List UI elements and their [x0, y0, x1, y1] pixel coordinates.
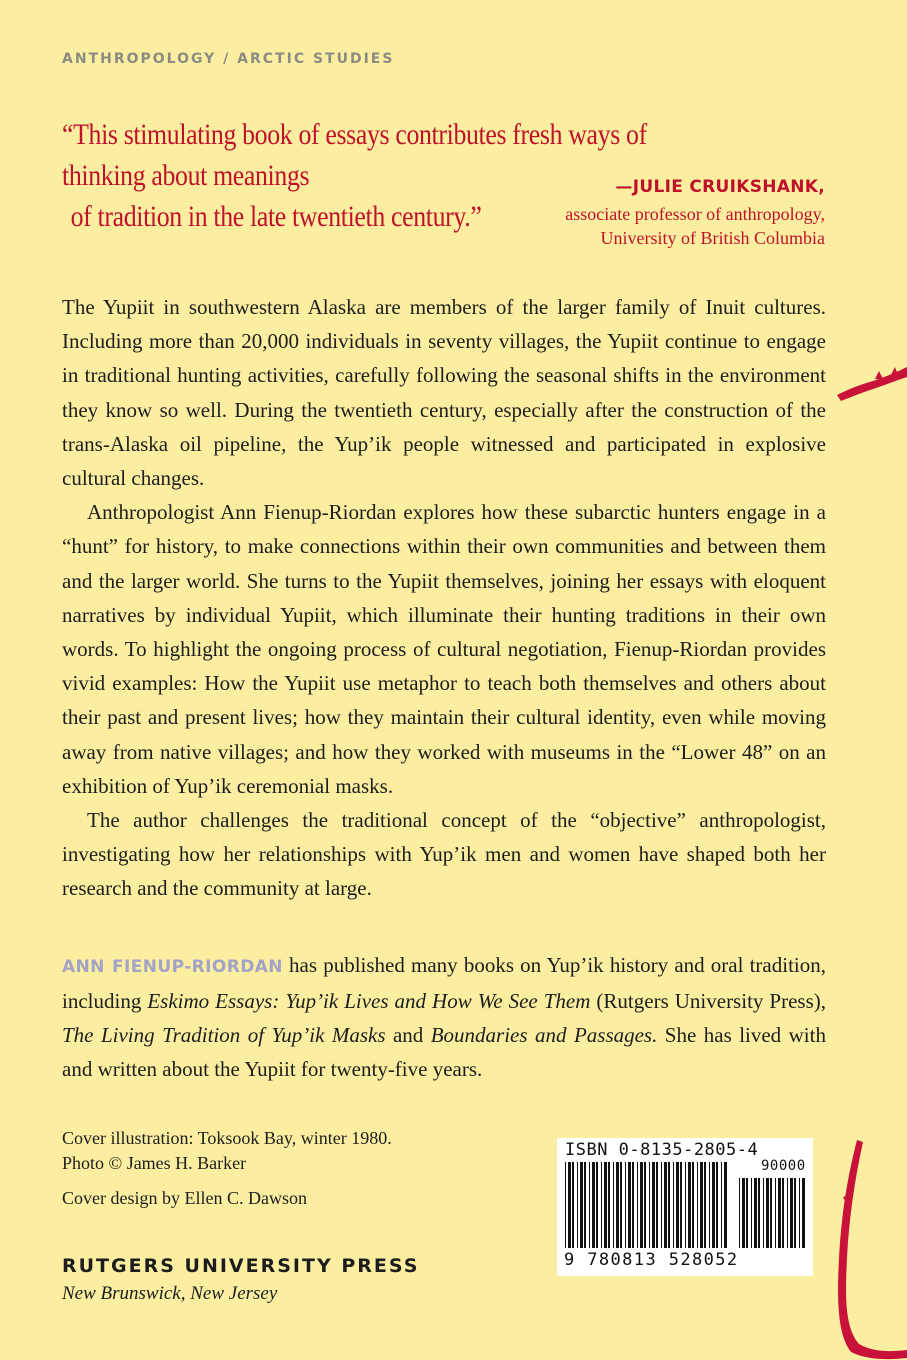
red-brush-mark-bottom: [833, 1138, 907, 1360]
author-bio: [62, 948, 826, 1086]
barcode-bar: [770, 1178, 772, 1248]
barcode-bar: [572, 1162, 574, 1248]
barcode-bar: [584, 1162, 586, 1248]
barcode-bar: [709, 1162, 710, 1248]
barcode-bar: [613, 1162, 614, 1248]
barcode-bar: [661, 1162, 662, 1248]
publisher-name: RUTGERS UNIVERSITY PRESS: [62, 1255, 420, 1277]
barcode-bar: [751, 1178, 752, 1248]
isbn-number: ISBN 0-8135-2805-4: [565, 1140, 759, 1160]
quote-line-2: of tradition in the late twentieth century.”: [70, 200, 482, 233]
barcode-bar: [775, 1178, 776, 1248]
description-text: [62, 290, 826, 906]
barcode-bar: [601, 1162, 602, 1248]
barcode-bar: [637, 1162, 638, 1248]
author-name: ANN FIENUP-RIORDAN: [62, 957, 283, 977]
blurb-attribution-title: associate professor of anthropology,: [565, 204, 825, 224]
barcode-bar: [604, 1162, 607, 1248]
barcode-bar: [632, 1162, 634, 1248]
barcode-bar: [790, 1178, 793, 1248]
barcode-bar: [664, 1162, 667, 1248]
barcode-bar: [656, 1162, 658, 1248]
barcode-bar: [700, 1162, 703, 1248]
bio-text: has published many books on Yup’ik history and oral tradition, including: [62, 953, 826, 1013]
category-label: ANTHROPOLOGY / ARCTIC STUDIES: [62, 51, 395, 67]
barcode-bar: [763, 1178, 764, 1248]
barcode-bar: [568, 1162, 571, 1248]
barcode-bar: [652, 1162, 655, 1248]
barcode-bar: [716, 1162, 718, 1248]
barcode-bar: [628, 1162, 631, 1248]
description-paragraph-1: The Yupiit in southwestern Alaska are members of the larger family of Inuit cultures. Including more than 20,000 individuals in seventy villages, the Yupiit continue to engage in traditional hunting activities, carefully following the seasonal shifts in the environment they know so well. During the twentieth century, especially after the construction of the trans-Alaska oil pipeline, the Yup’ik people witnessed and participated in explosive cultural changes.: [62, 295, 826, 491]
description-paragraph-3: The author challenges the traditional concept of the “objective” anthropologist, investigating how her relationships with Yup’ik men and women have shaped both her research and the community at large.: [62, 808, 826, 901]
barcode-bar: [742, 1178, 745, 1248]
barcode-bar: [799, 1178, 800, 1248]
barcode-bar: [712, 1162, 715, 1248]
barcode-bar: [802, 1178, 805, 1248]
photo-credit: Photo © James H. Barker: [62, 1153, 247, 1173]
barcode-bar: [577, 1162, 578, 1248]
barcode-bar: [754, 1178, 757, 1248]
barcode-bar: [739, 1178, 740, 1248]
barcode-bar: [649, 1162, 650, 1248]
barcode-bar: [724, 1162, 727, 1248]
barcode-bar: [668, 1162, 670, 1248]
book-title: Boundaries and Passages.: [430, 1023, 658, 1047]
barcode-bar: [680, 1162, 682, 1248]
blurb-attribution-affiliation: University of British Columbia: [600, 228, 825, 248]
barcode-bar: [596, 1162, 598, 1248]
barcode-bar: [565, 1162, 566, 1248]
quote-line-1: “This stimulating book of essays contributes fresh ways of thinking about meanings: [62, 118, 647, 192]
barcode-bar: [782, 1178, 784, 1248]
blurb-attribution-name: —JULIE CRUIKSHANK,: [615, 177, 825, 197]
bio-text: She has lived with and written about the Yupiit for twenty-five years.: [62, 1023, 826, 1081]
book-title: The Living Tradition of Yup’ik Masks: [62, 1023, 386, 1047]
barcode-bar: [592, 1162, 595, 1248]
cover-illustration-credit: Cover illustration: Toksook Bay, winter 1980.: [62, 1128, 392, 1148]
barcode-bar: [704, 1162, 706, 1248]
ean-number: 9 780813 528052: [564, 1250, 739, 1270]
bio-text: (Rutgers University Press),: [590, 989, 826, 1013]
design-credit: Cover design by Ellen C. Dawson: [62, 1188, 307, 1208]
barcode-bar: [778, 1178, 781, 1248]
barcode-bar: [746, 1178, 748, 1248]
barcode-bar: [685, 1162, 686, 1248]
barcode-bar: [688, 1162, 691, 1248]
barcode-bar: [625, 1162, 626, 1248]
barcode-bar: [787, 1178, 788, 1248]
bio-text: and: [385, 1023, 431, 1047]
barcode-bar: [766, 1178, 769, 1248]
barcode-bar: [616, 1162, 619, 1248]
barcode-bar: [580, 1162, 583, 1248]
barcode-bar: [692, 1162, 694, 1248]
barcode-bar: [608, 1162, 610, 1248]
red-brush-mark-top: [835, 355, 907, 405]
barcode-bar: [721, 1162, 722, 1248]
barcode-bar: [640, 1162, 643, 1248]
barcode-bar: [697, 1162, 698, 1248]
barcode-bar: [589, 1162, 590, 1248]
barcode-bar: [794, 1178, 796, 1248]
barcode-bar: [644, 1162, 646, 1248]
barcode-bar: [676, 1162, 679, 1248]
cover-credits: [62, 1126, 392, 1176]
publisher-location: New Brunswick, New Jersey: [62, 1283, 278, 1304]
book-title: Eskimo Essays: Yup’ik Lives and How We See Them: [147, 989, 591, 1013]
barcode-bar: [620, 1162, 622, 1248]
barcode-bar: [673, 1162, 674, 1248]
description-paragraph-2: Anthropologist Ann Fienup-Riordan explores how these subarctic hunters engage in a “hunt” for history, to make connections within their own communities and between them and the larger world. She turns to the Yupiit themselves, joining her essays with eloquent narratives by individual Yupiit, which illuminate their hunting traditions in their own words. To highlight the ongoing process of cultural negotiation, Fienup-Riordan provides vivid examples: How the Yupiit use metaphor to teach both themselves and others about their past and present lives; how they maintain their cultural identity, even while moving away from native villages; and how they worked with museums in the “Lower 48” on an exhibition of Yup’ik ceremonial masks.: [62, 500, 826, 798]
barcode-bar: [758, 1178, 760, 1248]
price-code: 90000: [761, 1158, 806, 1174]
